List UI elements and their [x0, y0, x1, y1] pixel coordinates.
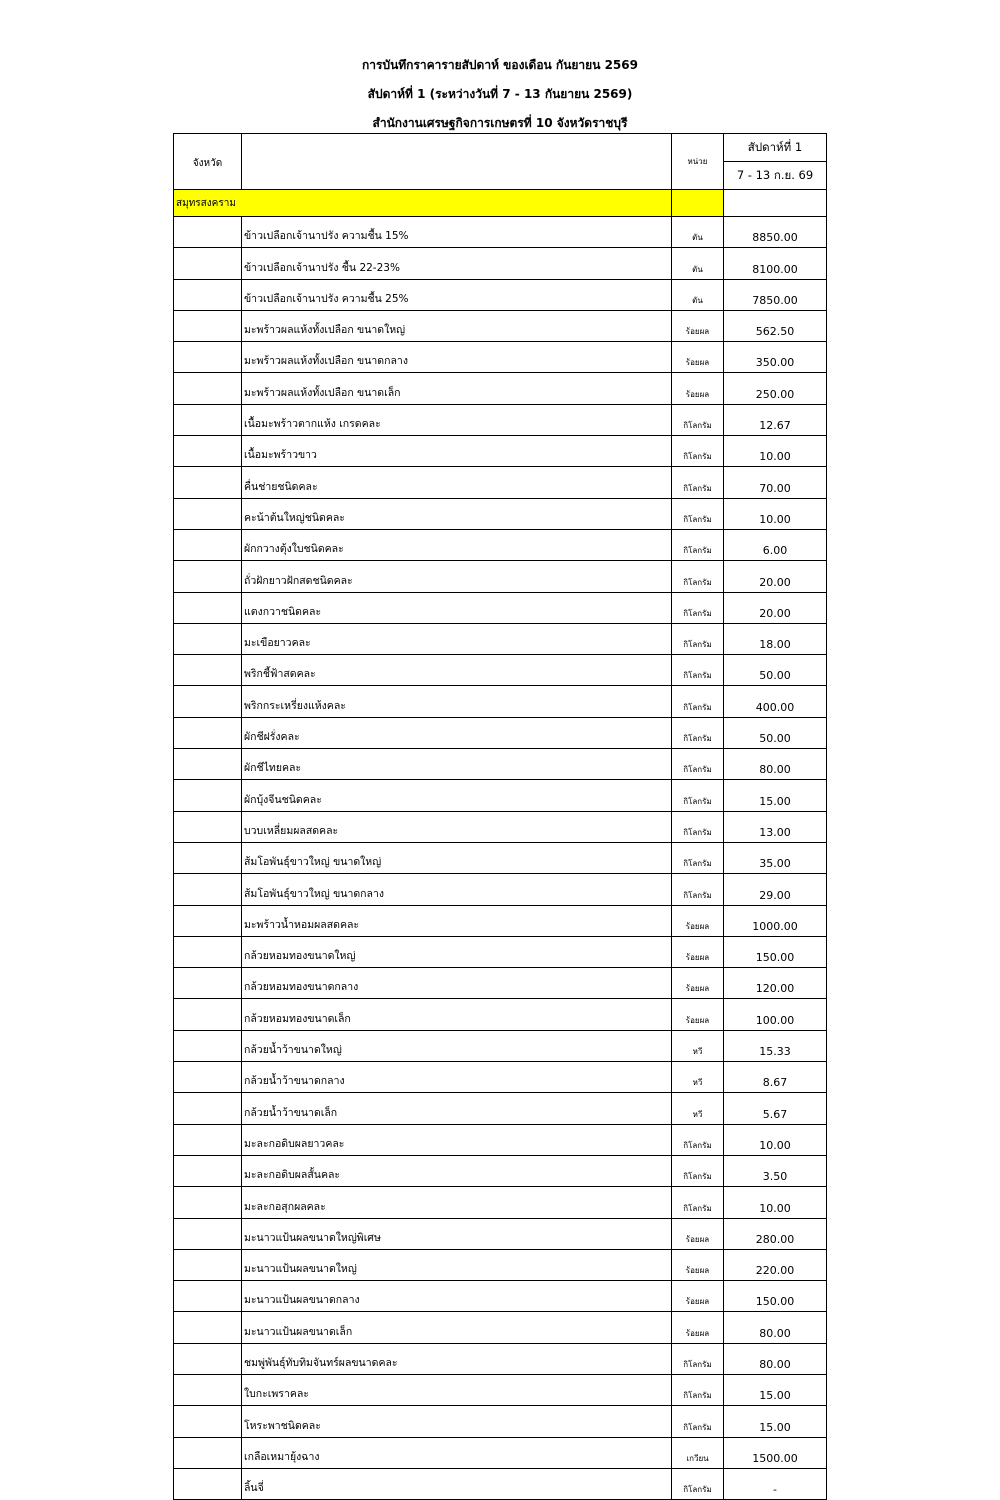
- item-price: 5.67: [724, 1093, 827, 1124]
- table-row: [174, 1093, 827, 1124]
- table-row: [174, 999, 827, 1030]
- item-unit: ร้อยผล: [672, 999, 724, 1030]
- item-unit: กิโลกรัม: [672, 529, 724, 560]
- province-cell: [174, 1437, 242, 1468]
- item-price: 35.00: [724, 842, 827, 873]
- item-unit: หวี: [672, 1030, 724, 1061]
- item-unit: กิโลกรัม: [672, 686, 724, 717]
- item-price: 350.00: [724, 342, 827, 373]
- item-unit: กิโลกรัม: [672, 749, 724, 780]
- table-row: [174, 1312, 827, 1343]
- province-cell: [174, 279, 242, 310]
- table-row: [174, 1062, 827, 1093]
- item-price: 15.00: [724, 1406, 827, 1437]
- item-name: มะละกอดิบผลยาวคละ: [242, 1124, 672, 1155]
- item-name: ผักชีฝรั่งคละ: [242, 717, 672, 748]
- province-cell: [174, 342, 242, 373]
- item-name: มะนาวแป้นผลขนาดเล็ก: [242, 1312, 672, 1343]
- item-price: 280.00: [724, 1218, 827, 1249]
- table-row: [174, 1187, 827, 1218]
- item-name: มะนาวแป้นผลขนาดใหญ่พิเศษ: [242, 1218, 672, 1249]
- item-unit: ร้อยผล: [672, 342, 724, 373]
- table-row: [174, 342, 827, 373]
- item-unit: เกวียน: [672, 1437, 724, 1468]
- item-unit: กิโลกรัม: [672, 592, 724, 623]
- item-price: 80.00: [724, 1343, 827, 1374]
- item-name: ผักชีไทยคละ: [242, 749, 672, 780]
- item-price: 15.33: [724, 1030, 827, 1061]
- item-unit: ร้อยผล: [672, 936, 724, 967]
- item-unit: กิโลกรัม: [672, 717, 724, 748]
- report-title: การบันทึกราคารายสัปดาห์ ของเดือน กันยายน 2569: [362, 58, 638, 72]
- item-name: กล้วยน้ำว้าขนาดใหญ่: [242, 1030, 672, 1061]
- item-unit: ตัน: [672, 279, 724, 310]
- item-name: กล้วยหอมทองขนาดกลาง: [242, 968, 672, 999]
- item-price: 6.00: [724, 529, 827, 560]
- province-cell: [174, 1093, 242, 1124]
- table-row: [174, 1343, 827, 1374]
- table-row: [174, 561, 827, 592]
- item-unit: กิโลกรัม: [672, 780, 724, 811]
- item-unit: กิโลกรัม: [672, 1468, 724, 1499]
- table-row: [174, 780, 827, 811]
- item-unit: ร้อยผล: [672, 1281, 724, 1312]
- table-row: [174, 905, 827, 936]
- item-price: 1500.00: [724, 1437, 827, 1468]
- item-name: ถั่วฝักยาวฝักสดชนิดคละ: [242, 561, 672, 592]
- province-cell: [174, 1124, 242, 1155]
- province-cell: [174, 1281, 242, 1312]
- item-price: 20.00: [724, 592, 827, 623]
- item-name: ข้าวเปลือกเจ้านาปรัง ความชื้น 15%: [242, 217, 672, 248]
- item-unit: กิโลกรัม: [672, 874, 724, 905]
- province-cell: [174, 686, 242, 717]
- item-name: เนื้อมะพร้าวขาว: [242, 436, 672, 467]
- item-unit: กิโลกรัม: [672, 467, 724, 498]
- table-row: [174, 968, 827, 999]
- table-row: [174, 310, 827, 341]
- header-item-blank: [242, 134, 672, 190]
- item-price: 120.00: [724, 968, 827, 999]
- province-cell: [174, 529, 242, 560]
- province-cell: [174, 1374, 242, 1405]
- table-row: [174, 467, 827, 498]
- item-price: 100.00: [724, 999, 827, 1030]
- table-row: [174, 1249, 827, 1280]
- item-price: -: [724, 1468, 827, 1499]
- table-row: [174, 1124, 827, 1155]
- section-province-name: สมุทรสงคราม: [174, 190, 672, 217]
- item-name: กล้วยน้ำว้าขนาดเล็ก: [242, 1093, 672, 1124]
- province-cell: [174, 1343, 242, 1374]
- item-name: โหระพาชนิดคละ: [242, 1406, 672, 1437]
- item-unit: กิโลกรัม: [672, 623, 724, 654]
- item-unit: ร้อยผล: [672, 373, 724, 404]
- table-row: [174, 1468, 827, 1499]
- item-price: 80.00: [724, 1312, 827, 1343]
- item-price: 150.00: [724, 1281, 827, 1312]
- table-row: [174, 436, 827, 467]
- item-price: 20.00: [724, 561, 827, 592]
- item-name: ลิ้นจี่: [242, 1468, 672, 1499]
- item-unit: กิโลกรัม: [672, 1343, 724, 1374]
- table-row: [174, 1406, 827, 1437]
- item-name: มะเขือยาวคละ: [242, 623, 672, 654]
- item-price: 1000.00: [724, 905, 827, 936]
- table-row: [174, 1374, 827, 1405]
- province-cell: [174, 842, 242, 873]
- table-row: [174, 217, 827, 248]
- item-name: มะพร้าวผลแห้งทั้งเปลือก ขนาดเล็ก: [242, 373, 672, 404]
- table-row: [174, 373, 827, 404]
- item-price: 8850.00: [724, 217, 827, 248]
- table-row: [174, 686, 827, 717]
- item-name: กล้วยหอมทองขนาดใหญ่: [242, 936, 672, 967]
- item-name: แตงกวาชนิดคละ: [242, 592, 672, 623]
- item-price: 15.00: [724, 1374, 827, 1405]
- table-row: [174, 498, 827, 529]
- table-row: [174, 529, 827, 560]
- item-price: 8.67: [724, 1062, 827, 1093]
- item-price: 400.00: [724, 686, 827, 717]
- table-row: [174, 623, 827, 654]
- province-cell: [174, 1218, 242, 1249]
- item-price: 18.00: [724, 623, 827, 654]
- item-name: คื่นช่ายชนิดคละ: [242, 467, 672, 498]
- item-unit: ร้อยผล: [672, 1218, 724, 1249]
- table-row: [174, 655, 827, 686]
- item-name: ผักกวางตุ้งใบชนิดคละ: [242, 529, 672, 560]
- item-unit: กิโลกรัม: [672, 561, 724, 592]
- item-unit: กิโลกรัม: [672, 436, 724, 467]
- item-name: พริกกระเหรี่ยงแห้งคละ: [242, 686, 672, 717]
- province-cell: [174, 1406, 242, 1437]
- province-cell: [174, 1030, 242, 1061]
- item-unit: กิโลกรัม: [672, 655, 724, 686]
- item-price: 29.00: [724, 874, 827, 905]
- province-cell: [174, 467, 242, 498]
- item-price: 8100.00: [724, 248, 827, 279]
- table-row: [174, 279, 827, 310]
- item-name: ข้าวเปลือกเจ้านาปรัง ชื้น 22-23%: [242, 248, 672, 279]
- item-unit: ร้อยผล: [672, 905, 724, 936]
- item-unit: ร้อยผล: [672, 1312, 724, 1343]
- section-row: [174, 190, 827, 217]
- province-cell: [174, 1249, 242, 1280]
- item-price: 13.00: [724, 811, 827, 842]
- table-row: [174, 1218, 827, 1249]
- table-row: [174, 404, 827, 435]
- province-cell: [174, 592, 242, 623]
- item-unit: ตัน: [672, 248, 724, 279]
- item-unit: หวี: [672, 1062, 724, 1093]
- item-unit: ร้อยผล: [672, 968, 724, 999]
- province-cell: [174, 1155, 242, 1186]
- province-cell: [174, 874, 242, 905]
- item-name: ชมพู่พันธุ์ทับทิมจันทร์ผลขนาดคละ: [242, 1343, 672, 1374]
- item-price: 80.00: [724, 749, 827, 780]
- item-price: 10.00: [724, 436, 827, 467]
- province-cell: [174, 655, 242, 686]
- table-header-row: [174, 134, 827, 162]
- table-row: [174, 811, 827, 842]
- item-name: มะพร้าวน้ำหอมผลสดคละ: [242, 905, 672, 936]
- province-cell: [174, 780, 242, 811]
- province-cell: [174, 436, 242, 467]
- table-row: [174, 842, 827, 873]
- item-price: 250.00: [724, 373, 827, 404]
- item-name: มะพร้าวผลแห้งทั้งเปลือก ขนาดใหญ่: [242, 310, 672, 341]
- table-row: [174, 1155, 827, 1186]
- province-cell: [174, 373, 242, 404]
- province-cell: [174, 498, 242, 529]
- item-price: 220.00: [724, 1249, 827, 1280]
- item-unit: กิโลกรัม: [672, 1406, 724, 1437]
- report-week-subtitle: สัปดาห์ที่ 1 (ระหว่างวันที่ 7 - 13 กันยายน 2569): [367, 87, 633, 101]
- item-unit: กิโลกรัม: [672, 1374, 724, 1405]
- item-unit: กิโลกรัม: [672, 1155, 724, 1186]
- item-price: 562.50: [724, 310, 827, 341]
- item-name: ผักบุ้งจีนชนิดคละ: [242, 780, 672, 811]
- table-row: [174, 1281, 827, 1312]
- province-cell: [174, 310, 242, 341]
- item-price: 10.00: [724, 1187, 827, 1218]
- item-name: มะละกอดิบผลสั้นคละ: [242, 1155, 672, 1186]
- item-unit: กิโลกรัม: [672, 404, 724, 435]
- table-row: [174, 749, 827, 780]
- item-name: พริกชี้ฟ้าสดคละ: [242, 655, 672, 686]
- province-cell: [174, 1062, 242, 1093]
- province-cell: [174, 749, 242, 780]
- item-name: กล้วยหอมทองขนาดเล็ก: [242, 999, 672, 1030]
- item-name: มะนาวแป้นผลขนาดใหญ่: [242, 1249, 672, 1280]
- province-cell: [174, 248, 242, 279]
- section-value-cell: [724, 190, 827, 217]
- item-price: 7850.00: [724, 279, 827, 310]
- table-row: [174, 1437, 827, 1468]
- item-name: ใบกะเพราคละ: [242, 1374, 672, 1405]
- province-cell: [174, 404, 242, 435]
- item-name: ส้มโอพันธุ์ขาวใหญ่ ขนาดกลาง: [242, 874, 672, 905]
- province-cell: [174, 561, 242, 592]
- item-name: กล้วยน้ำว้าขนาดกลาง: [242, 1062, 672, 1093]
- province-cell: [174, 936, 242, 967]
- item-unit: ร้อยผล: [672, 310, 724, 341]
- table-row: [174, 936, 827, 967]
- item-unit: กิโลกรัม: [672, 1187, 724, 1218]
- item-name: มะละกอสุกผลคละ: [242, 1187, 672, 1218]
- table-row: [174, 592, 827, 623]
- province-cell: [174, 623, 242, 654]
- item-price: 10.00: [724, 498, 827, 529]
- section-unit-cell: [672, 190, 724, 217]
- item-unit: กิโลกรัม: [672, 842, 724, 873]
- item-name: ส้มโอพันธุ์ขาวใหญ่ ขนาดใหญ่: [242, 842, 672, 873]
- table-row: [174, 248, 827, 279]
- item-price: 3.50: [724, 1155, 827, 1186]
- province-cell: [174, 1468, 242, 1499]
- province-cell: [174, 1312, 242, 1343]
- table-row: [174, 874, 827, 905]
- item-price: 12.67: [724, 404, 827, 435]
- table-row: [174, 717, 827, 748]
- item-name: คะน้าต้นใหญ่ชนิดคละ: [242, 498, 672, 529]
- item-price: 15.00: [724, 780, 827, 811]
- price-table: [173, 133, 827, 1500]
- item-name: เนื้อมะพร้าวตากแห้ง เกรดคละ: [242, 404, 672, 435]
- item-name: มะนาวแป้นผลขนาดกลาง: [242, 1281, 672, 1312]
- item-price: 10.00: [724, 1124, 827, 1155]
- item-price: 150.00: [724, 936, 827, 967]
- item-unit: กิโลกรัม: [672, 1124, 724, 1155]
- item-price: 50.00: [724, 717, 827, 748]
- province-cell: [174, 217, 242, 248]
- item-unit: หวี: [672, 1093, 724, 1124]
- item-unit: ตัน: [672, 217, 724, 248]
- item-name: มะพร้าวผลแห้งทั้งเปลือก ขนาดกลาง: [242, 342, 672, 373]
- header-province: จังหวัด: [174, 134, 242, 190]
- province-cell: [174, 999, 242, 1030]
- province-cell: [174, 968, 242, 999]
- item-price: 50.00: [724, 655, 827, 686]
- province-cell: [174, 1187, 242, 1218]
- item-name: เกลือเหมายุ้งฉาง: [242, 1437, 672, 1468]
- item-unit: กิโลกรัม: [672, 498, 724, 529]
- report-office-subtitle: สำนักงานเศรษฐกิจการเกษตรที่ 10 จังหวัดราชบุรี: [372, 116, 628, 130]
- item-unit: กิโลกรัม: [672, 811, 724, 842]
- header-unit: หน่วย: [672, 134, 724, 190]
- item-unit: ร้อยผล: [672, 1249, 724, 1280]
- header-date-range: 7 - 13 ก.ย. 69: [724, 162, 827, 190]
- item-name: บวบเหลี่ยมผลสดคละ: [242, 811, 672, 842]
- header-week: สัปดาห์ที่ 1: [724, 134, 827, 162]
- province-cell: [174, 905, 242, 936]
- item-name: ข้าวเปลือกเจ้านาปรัง ความชื้น 25%: [242, 279, 672, 310]
- table-row: [174, 1030, 827, 1061]
- item-price: 70.00: [724, 467, 827, 498]
- province-cell: [174, 717, 242, 748]
- province-cell: [174, 811, 242, 842]
